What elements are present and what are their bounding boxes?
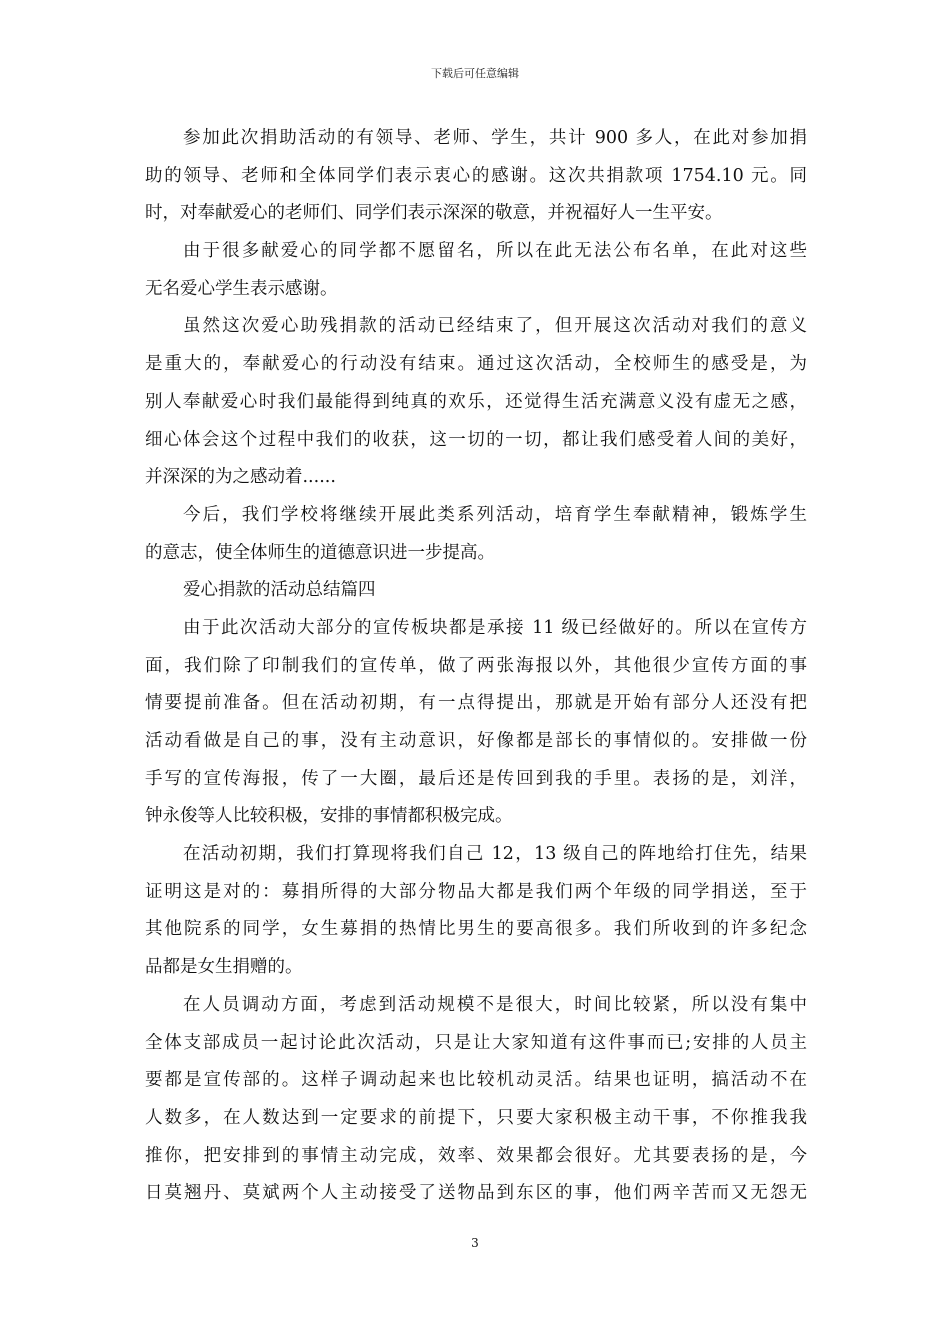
text-line: 别人奉献爱心时我们最能得到纯真的欢乐，还觉得生活充满意义没有虚无之感，: [145, 391, 807, 412]
text-line: 细心体会这个过程中我们的收获，这一切的一切，都让我们感受着人间的美好，: [145, 429, 807, 450]
text-line: 并深深的为之感动着......: [145, 467, 336, 488]
text-line: 由于此次活动大部分的宣传板块都是承接 11 级已经做好的。所以在宣传方: [183, 617, 807, 638]
page-number: 3: [471, 1236, 479, 1250]
text-line: 人数多，在人数达到一定要求的前提下，只要大家积极主动干事，不你推我我: [145, 1107, 807, 1128]
text-line: 情要提前准备。但在活动初期，有一点得提出，那就是开始有部分人还没有把: [145, 693, 807, 714]
text-line: 活动看做是自己的事，没有主动意识，好像都是部长的事情似的。安排做一份: [145, 731, 807, 751]
document-body: [145, 120, 807, 1213]
text-line: 由于很多献爱心的同学都不愿留名，所以在此无法公布名单，在此对这些: [183, 241, 807, 262]
page-header: 下载后可任意编辑: [431, 67, 519, 80]
text-line: 在活动初期，我们打算现将我们自己 12，13 级自己的阵地给打住先，结果: [183, 844, 807, 865]
text-line: 面，我们除了印制我们的宣传单，做了两张海报以外，其他很少宣传方面的事: [145, 655, 807, 676]
text-line: 证明这是对的：募捐所得的大部分物品大都是我们两个年级的同学捐送，至于: [145, 881, 807, 902]
text-line: 手写的宣传海报，传了一大圈，最后还是传回到我的手里。表扬的是，刘洋，: [145, 768, 807, 789]
text-line: 是重大的，奉献爱心的行动没有结束。通过这次活动，全校师生的感受是，为: [145, 354, 807, 375]
text-line: 品都是女生捐赠的。: [145, 957, 303, 978]
text-line: 其他院系的同学，女生募捐的热情比男生的要高很多。我们所收到的许多纪念: [145, 919, 807, 940]
text-line: 无名爱心学生表示感谢。: [145, 278, 338, 299]
text-line: 今后，我们学校将继续开展此类系列活动，培育学生奉献精神，锻炼学生: [183, 504, 807, 525]
text-line: 日莫翘丹、莫斌两个人主动接受了送物品到东区的事，他们两辛苦而又无怨无: [145, 1183, 807, 1204]
text-line: 虽然这次爱心助残捐款的活动已经结束了，但开展这次活动对我们的意义: [183, 316, 807, 337]
text-line: 钟永俊等人比较积极，安排的事情都积极完成。: [145, 806, 513, 827]
text-line: 时，对奉献爱心的老师们、同学们表示深深的敬意，并祝福好人一生平安。: [145, 203, 723, 224]
text-line: 推你，把安排到的事情主动完成，效率、效果都会很好。尤其要表扬的是，今: [145, 1145, 807, 1166]
text-line: 参加此次捐助活动的有领导、老师、学生，共计 900 多人，在此对参加捐: [183, 128, 807, 148]
text-line: 助的领导、老师和全体同学们表示衷心的感谢。这次共捐款项 1754.10 元。同: [145, 165, 807, 186]
text-line: 全体支部成员一起讨论此次活动，只是让大家知道有这件事而已;安排的人员主: [145, 1032, 807, 1053]
text-line: 在人员调动方面，考虑到活动规模不是很大，时间比较紧，所以没有集中: [183, 994, 807, 1015]
text-line: 爱心捐款的活动总结篇四: [183, 580, 376, 601]
text-line: 的意志，使全体师生的道德意识进一步提高。: [145, 542, 495, 563]
text-line: 要都是宣传部的。这样子调动起来也比较机动灵活。结果也证明，搞活动不在: [145, 1070, 807, 1091]
